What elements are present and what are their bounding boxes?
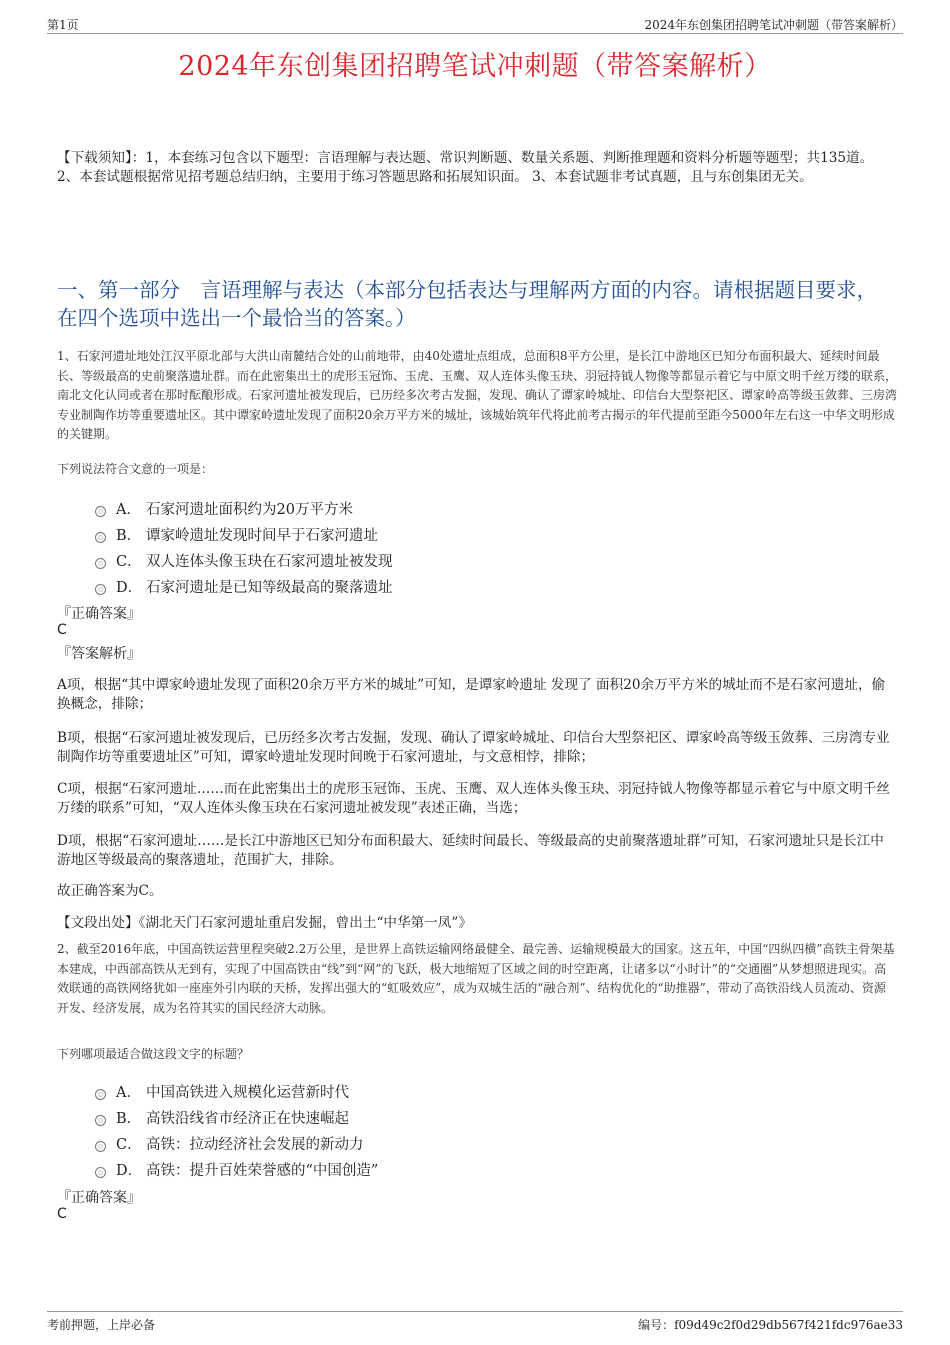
page-header	[47, 14, 903, 34]
footer-serial: 编号：f09d49c2f0d29db567f421fdc976ae33	[638, 1318, 903, 1332]
option-b[interactable]	[95, 521, 393, 547]
option-d[interactable]	[95, 1156, 378, 1182]
analysis-c: C项，根据“石家河遗址……而在此密集出土的虎形玉冠饰、玉虎、玉鹰、双人连体头像玉玦、羽冠持钺人物像等都显示着它与中原文明千丝万缕的联系”可知，“双人连体头像玉玦在石家河遗址被发现”表述正确，当选；	[57, 781, 890, 816]
option-text: 高铁：提升百姓荣誉感的“中国创造”	[146, 1162, 379, 1179]
option-key: C．	[116, 553, 142, 570]
option-key: B．	[116, 527, 142, 544]
option-b[interactable]	[95, 1104, 378, 1130]
radio-icon[interactable]	[95, 1141, 106, 1152]
analysis-d: D项，根据“石家河遗址……是长江中游地区已知分布面积最大、延续时间最长、等级最高的史前聚落遗址群”可知，石家河遗址只是长江中游地区等级最高的聚落遗址，范围扩大，排除。	[57, 833, 884, 868]
option-key: C．	[116, 1136, 142, 1153]
section-heading: 一、第一部分 言语理解与表达（本部分包括表达与理解两方面的内容。请根据题目要求，在四个选项中选出一个最恰当的答案。）	[57, 278, 877, 330]
option-text: 石家河遗址面积约为20万平方米	[146, 501, 353, 518]
option-text: 高铁：拉动经济社会发展的新动力	[146, 1136, 364, 1153]
option-key: A．	[116, 501, 141, 518]
radio-icon[interactable]	[95, 584, 106, 595]
question-1-ask: 下列说法符合文意的一项是：	[57, 462, 214, 476]
option-key: A．	[116, 1084, 141, 1101]
option-text: 高铁沿线省市经济正在快速崛起	[146, 1110, 349, 1127]
radio-icon[interactable]	[95, 506, 106, 517]
source-citation: 【文段出处】《湖北天门石家河遗址重启发掘，曾出土“中华第一凤”》	[57, 915, 472, 931]
page-footer	[47, 1311, 903, 1335]
answer-value: C	[57, 1206, 67, 1222]
option-c[interactable]	[95, 1130, 378, 1156]
option-c[interactable]	[95, 547, 393, 573]
radio-icon[interactable]	[95, 1167, 106, 1178]
radio-icon[interactable]	[95, 532, 106, 543]
analysis-conclusion: 故正确答案为C。	[57, 883, 163, 899]
answer-label: 『正确答案』	[57, 606, 141, 622]
page-number: 第1页	[47, 18, 79, 32]
option-text: 双人连体头像玉玦在石家河遗址被发现	[146, 553, 393, 570]
question-1-text: 1、石家河遗址地处江汉平原北部与大洪山南麓结合处的山前地带，由40处遗址点组成，总面积8平方公里，是长江中游地区已知分布面积最大、延续时间最长、等级最高的史前聚落遗址群。而在此密集出土的虎形玉冠饰、玉虎、玉鹰、双人连体头像玉玦、羽冠持钺人物像等都显示着它与中原文明千丝万缕的联系，南北文化认同或者在那时酝酿形成。石家河遗址被发现后，已历经多次考古发掘，发现、确认了谭家岭城址、印信台大型祭祀区、谭家岭高等级玉敛葬、三房湾专业制陶作坊等重要遗址区。其中谭家岭遗址发现了面积20余万平方米的城址，该城始筑年代将此前考古揭示的年代提前至距今5000年左右这一中华文明形成的关键期。	[57, 349, 898, 441]
radio-icon[interactable]	[95, 558, 106, 569]
option-a[interactable]	[95, 1078, 378, 1104]
header-doc-title: 2024年东创集团招聘笔试冲刺题（带答案解析）	[644, 18, 903, 32]
option-text: 石家河遗址是已知等级最高的聚落遗址	[146, 579, 393, 596]
option-text: 谭家岭遗址发现时间早于石家河遗址	[146, 527, 378, 544]
option-a[interactable]	[95, 495, 393, 521]
option-key: D．	[116, 1162, 143, 1179]
question-2-options	[95, 1078, 378, 1182]
question-2-text: 2、截至2016年底，中国高铁运营里程突破2.2万公里，是世界上高铁运输网络最健全、最完善、运输规模最大的国家。这五年，中国“四纵四横”高铁主骨架基本建成，中西部高铁从无到有，实现了中国高铁由“线”到“网”的飞跃，极大地缩短了区域之间的时空距离，让诸多以“小时计”的“交通圈”从梦想照进现实。高效联通的高铁网络犹如一座座外引内联的天桥，发挥出强大的“虹吸效应”，成为双城生活的“融合剂”、结构优化的“助推器”，带动了高铁沿线人员流动、资源开发、经济发展，成为名符其实的国民经济大动脉。	[57, 942, 895, 1015]
option-key: B．	[116, 1110, 142, 1127]
page-title: 2024年东创集团招聘笔试冲刺题（带答案解析）	[178, 51, 772, 82]
question-2-ask: 下列哪项最适合做这段文字的标题？	[57, 1047, 250, 1061]
radio-icon[interactable]	[95, 1115, 106, 1126]
option-d[interactable]	[95, 573, 393, 599]
footer-slogan: 考前押题，上岸必备	[47, 1318, 156, 1332]
download-notice: 【下载须知】：1，本套练习包含以下题型：言语理解与表达题、常识判断题、数量关系题、判断推理题和资料分析题等题型；共135道。 2、本套试题根据常见招考题总结归纳，主要用于练习答题思路和拓展知识面。 3、本套试题非考试真题，且与东创集团无关。	[57, 150, 874, 185]
radio-icon[interactable]	[95, 1089, 106, 1100]
question-1-options	[95, 495, 393, 599]
analysis-b: B项，根据“石家河遗址被发现后，已历经多次考古发掘，发现、确认了谭家岭城址、印信台大型祭祀区、谭家岭高等级玉敛葬、三房湾专业制陶作坊等重要遗址区”可知，谭家岭遗址发现时间晚于石家河遗址，与文意相悖，排除；	[57, 730, 890, 765]
option-key: D．	[116, 579, 143, 596]
option-text: 中国高铁进入规模化运营新时代	[146, 1084, 349, 1101]
answer-label: 『正确答案』	[57, 1190, 141, 1206]
answer-value: C	[57, 622, 67, 638]
analysis-label: 『答案解析』	[57, 646, 141, 662]
analysis-a: A项，根据“其中谭家岭遗址发现了面积20余万平方米的城址”可知，是谭家岭遗址 发现了 面积20余万平方米的城址而不是石家河遗址，偷换概念，排除；	[57, 677, 886, 712]
